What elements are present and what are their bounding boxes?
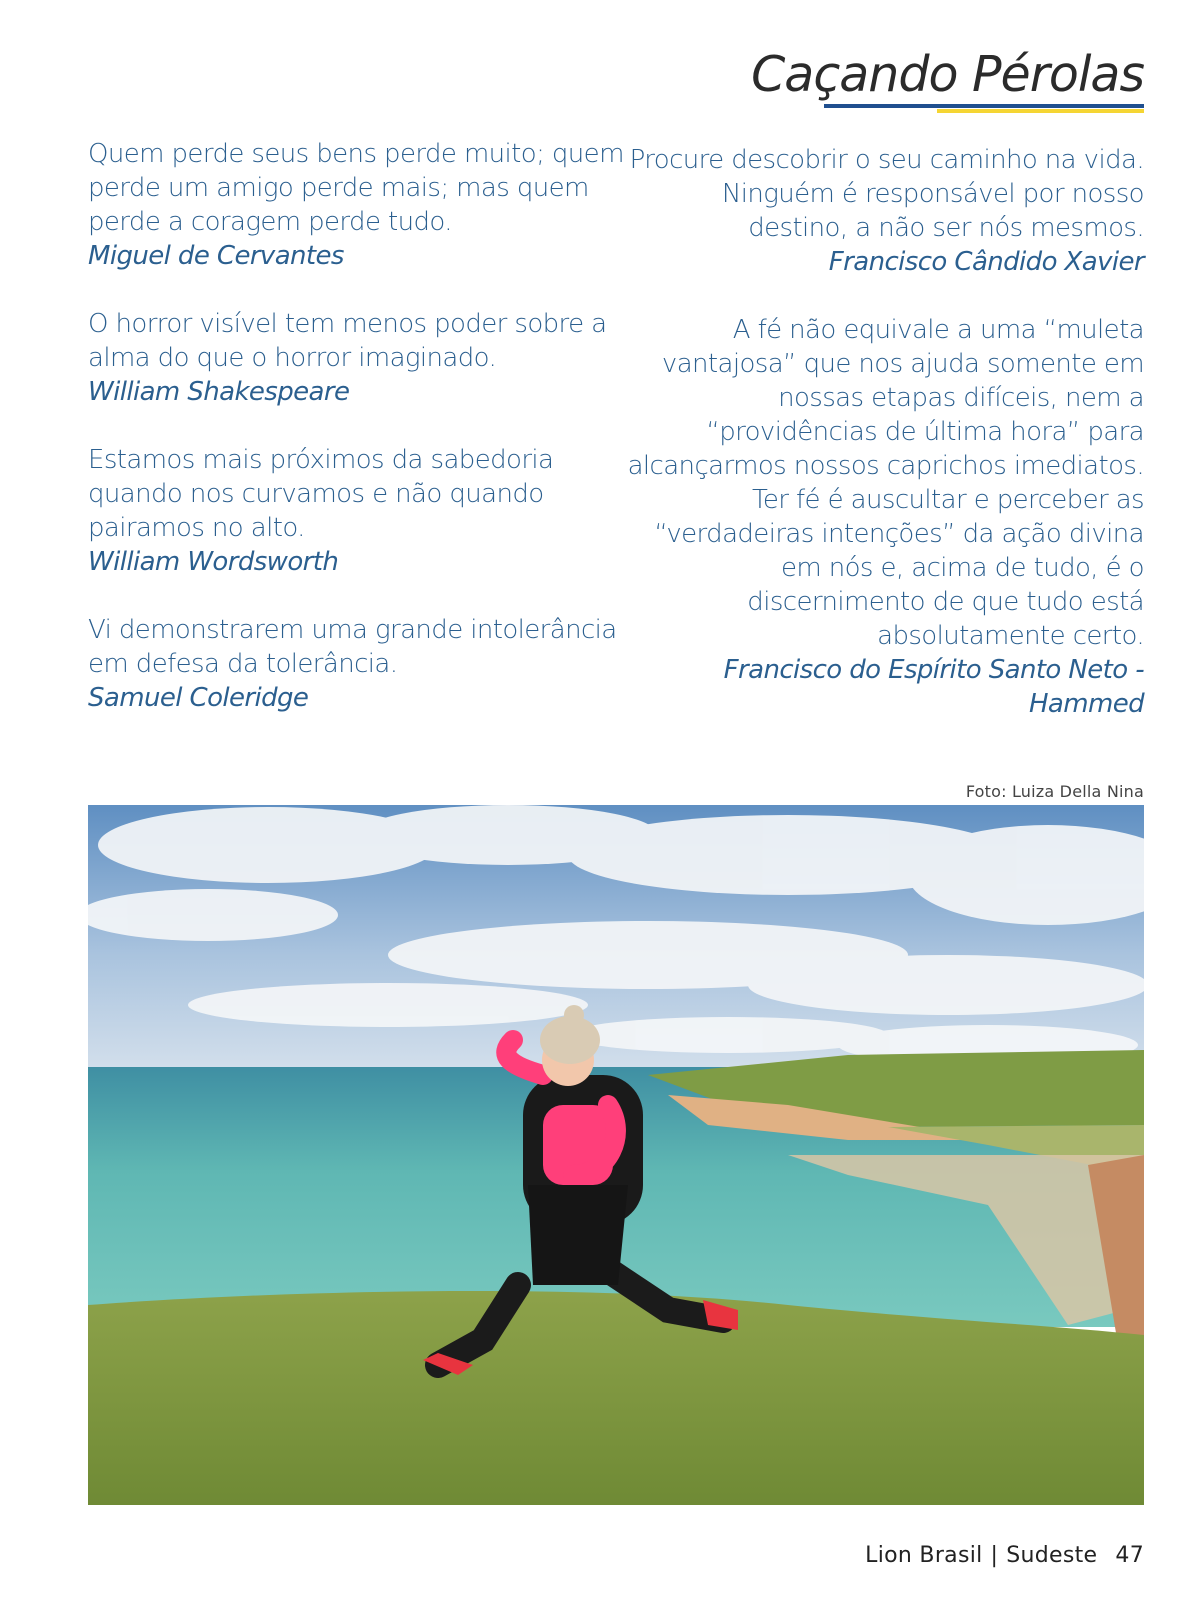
- quote-item: [88, 137, 628, 273]
- quote-text: O horror visível tem menos poder sobre a alma do que o horror imaginado.: [88, 309, 607, 373]
- quotes-left-column: [88, 137, 628, 749]
- section-title: Caçando Pérolas: [751, 46, 1144, 103]
- quote-text: Estamos mais próximos da sabedoria quando nos curvamos e não quando pairamos no alto.: [88, 445, 554, 543]
- title-underline: [824, 104, 1144, 114]
- page-number: 47: [1115, 1543, 1144, 1568]
- photo-coastal-jump: [88, 805, 1144, 1505]
- footer-region: Sudeste: [1006, 1543, 1098, 1568]
- quote-author: William Shakespeare: [88, 377, 350, 407]
- quote-author: William Wordsworth: [88, 547, 339, 577]
- quote-author: Francisco Cândido Xavier: [828, 247, 1144, 277]
- quotes-right-column: [624, 143, 1144, 755]
- quote-author: Samuel Coleridge: [88, 683, 309, 713]
- quote-item: [88, 443, 628, 579]
- photo-credit: Foto: Luiza Della Nina: [965, 782, 1144, 801]
- title-underline-yellow: [937, 109, 1144, 113]
- quote-text: Vi demonstrarem uma grande intolerância em defesa da tolerância.: [88, 615, 617, 679]
- title-underline-blue: [824, 104, 1144, 108]
- quote-author: Francisco do Espírito Santo Neto - Hammed: [723, 655, 1144, 719]
- quote-text: Procure descobrir o seu caminho na vida. Ninguém é responsável por nosso destino, a não ser nós mesmos.: [629, 145, 1144, 243]
- footer-publication: Lion Brasil: [865, 1543, 983, 1568]
- quote-item: [88, 307, 628, 409]
- footer-separator: |: [990, 1543, 999, 1568]
- quote-item: [88, 613, 628, 715]
- quote-text: Quem perde seus bens perde muito; quem perde um amigo perde mais; mas quem perde a coragem perde tudo.: [88, 139, 624, 237]
- quote-item: [624, 143, 1144, 279]
- quote-item: [624, 313, 1144, 721]
- page-footer: [865, 1543, 1144, 1568]
- quote-author: Miguel de Cervantes: [88, 241, 344, 271]
- quote-text: A fé não equivale a uma “muleta vantajosa” que nos ajuda somente em nossas etapas difíceis, nem a “providências de última hora” para alcançarmos nossos caprichos imediatos. Ter fé é auscultar e perceber as “verdadeiras intenções” da ação divina em nós e, acima de tudo, é o discernimento de que tudo está absolutamente certo.: [627, 315, 1144, 651]
